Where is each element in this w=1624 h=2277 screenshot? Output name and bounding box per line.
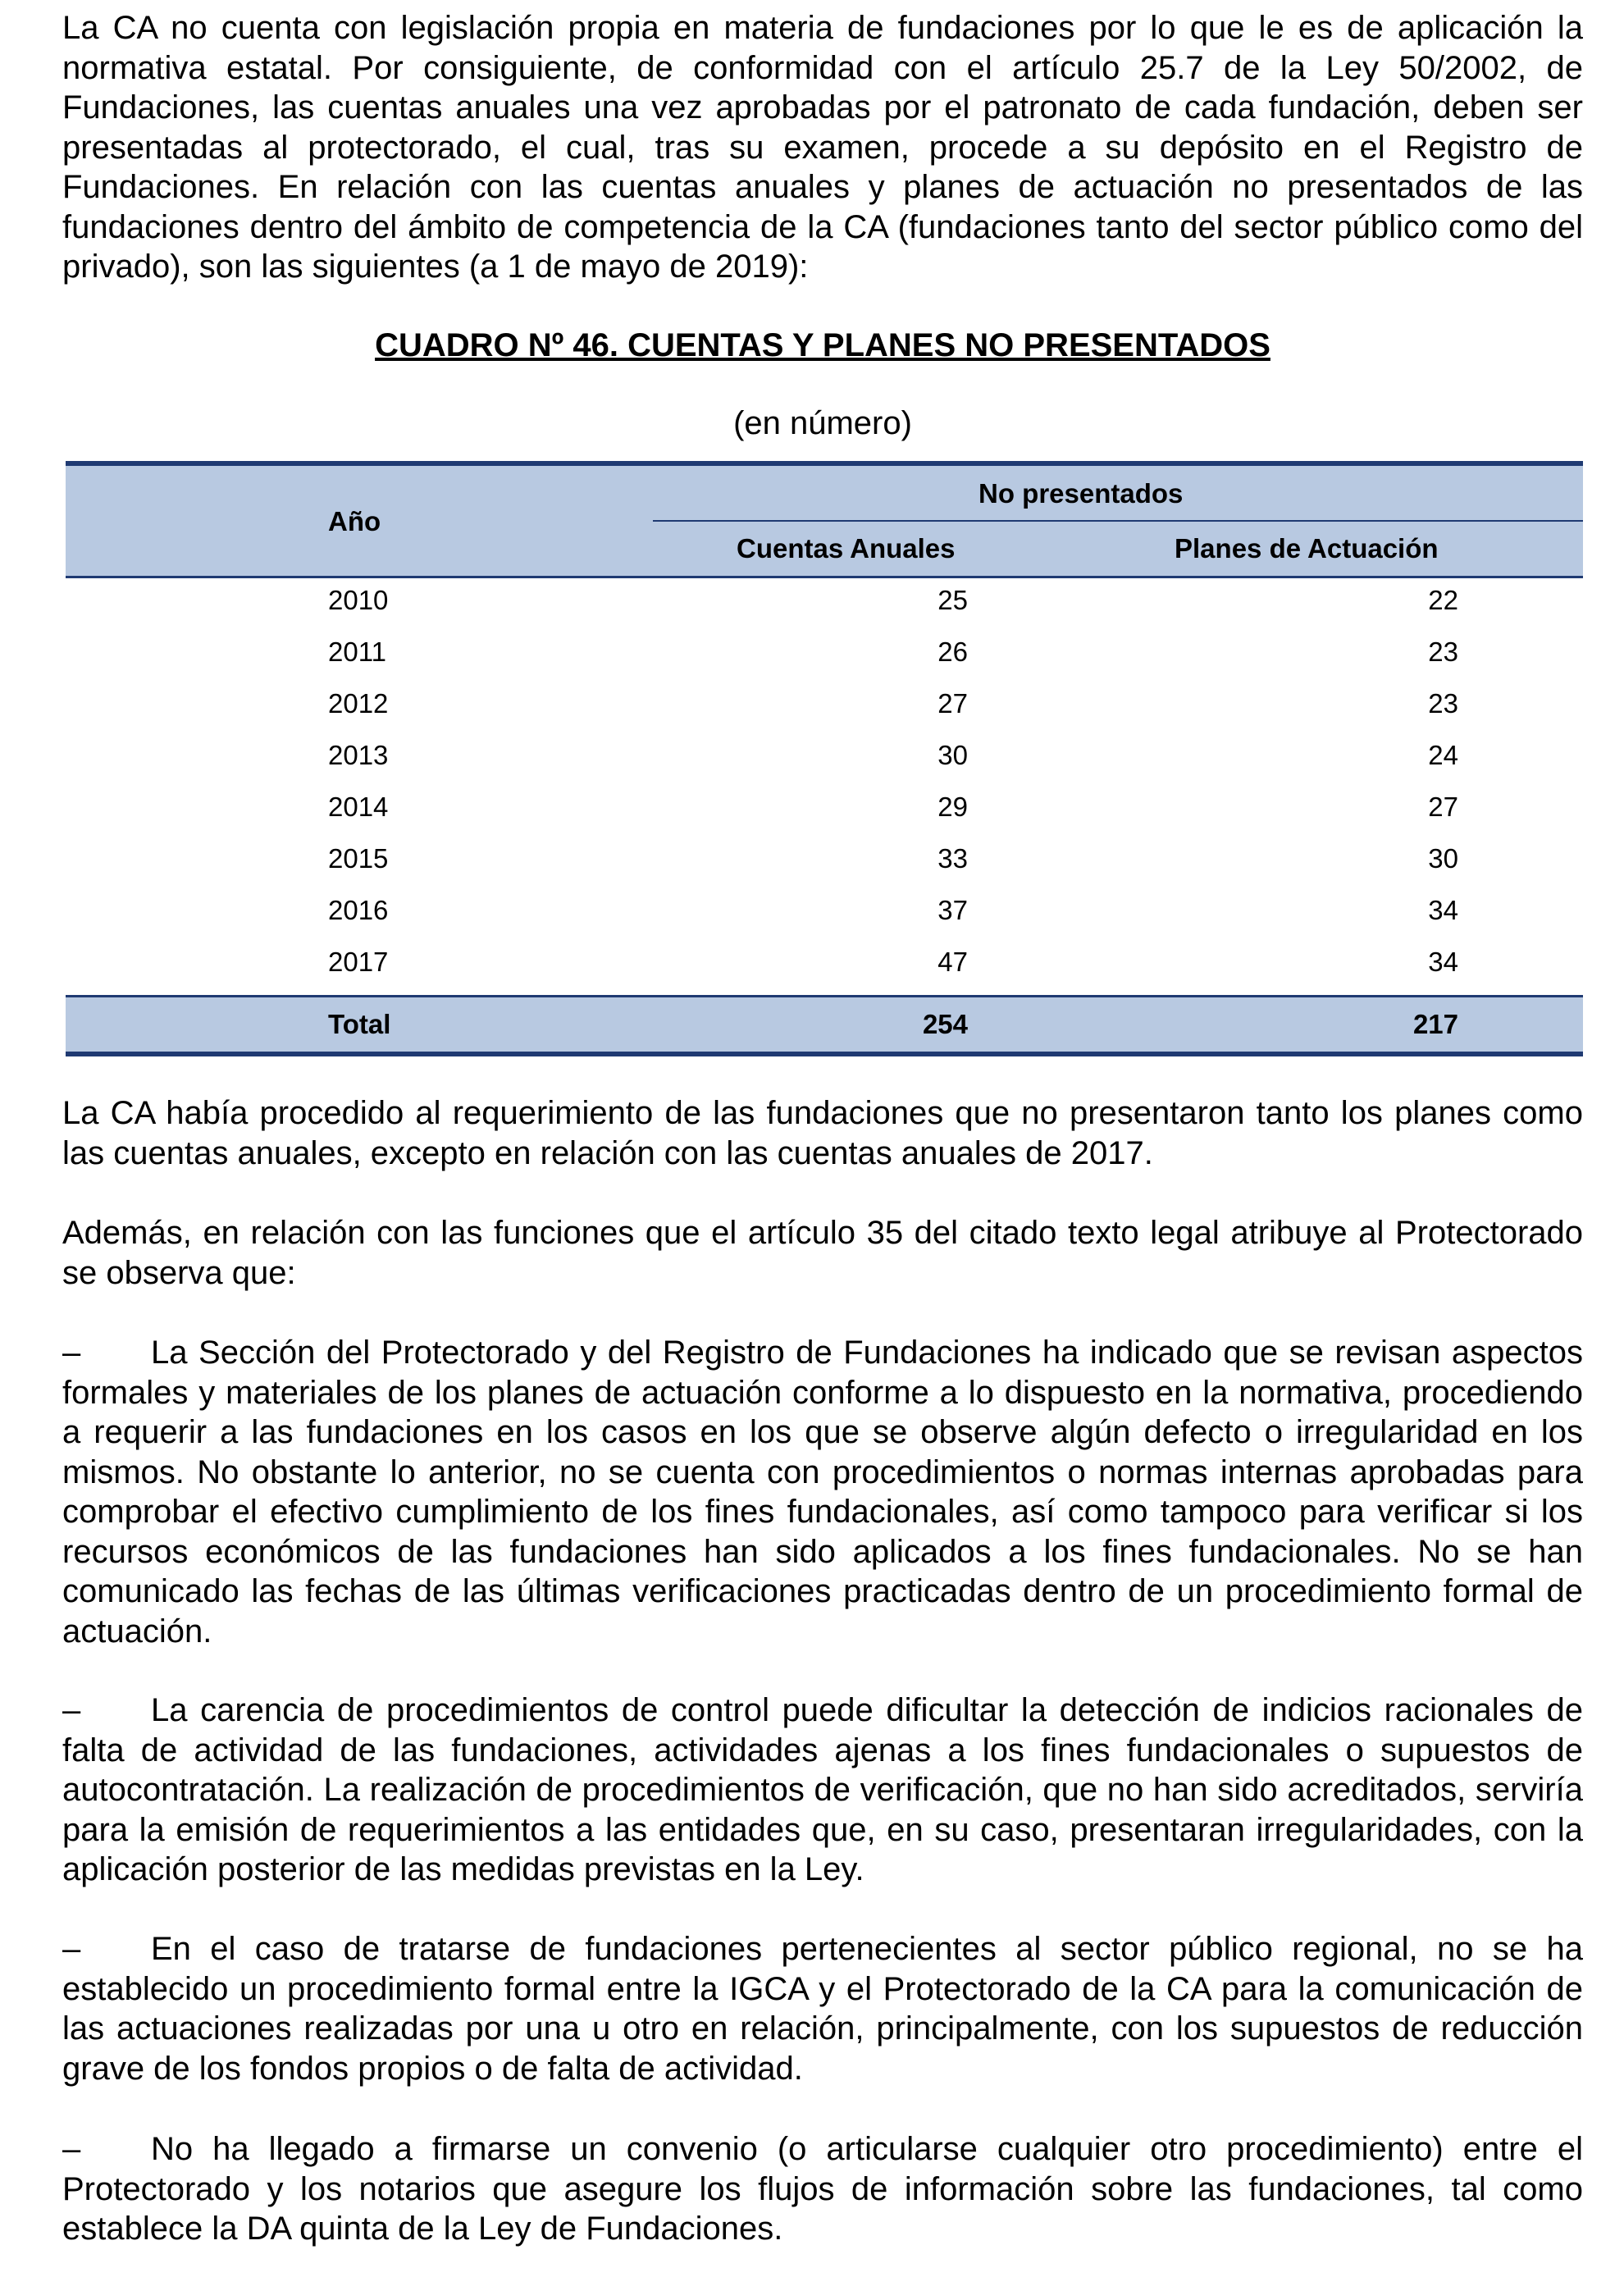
para-ademas: Además, en relación con las funciones que el artículo 35 del citado texto legal atribuye al Protectorado se observa que: <box>62 1215 1583 1291</box>
cell-planes: 24 <box>1428 740 1458 770</box>
cell-year: 2013 <box>328 740 389 770</box>
cell-planes: 23 <box>1428 637 1458 667</box>
list-item <box>62 1333 1583 1651</box>
cell-year: 2011 <box>328 637 386 667</box>
total-cuentas: 254 <box>922 1009 968 1039</box>
table-header-rule <box>66 576 1583 578</box>
cell-planes: 34 <box>1428 895 1458 925</box>
cell-cuentas: 29 <box>937 792 968 822</box>
cell-planes: 22 <box>1428 585 1458 615</box>
list-item <box>62 1691 1583 1890</box>
cell-year: 2017 <box>328 947 389 977</box>
table-row <box>66 842 1583 894</box>
bullet-text: La carencia de procedimientos de control puede dificultar la detección de indicios racionales de falta de actividad de las fundaciones, actividades ajenas a los fines fundacionales o supuestos de autocontratación. La realización de procedimientos de verificación, que no han sido acreditados, serviría para la emisión de requerimientos a las entidades que, en su caso, presentaran irregularidades, con la aplicación posterior de las medidas previstas en la Ley. <box>62 1692 1583 1887</box>
cell-cuentas: 27 <box>937 688 968 719</box>
bullet-dash: – <box>62 1692 81 1728</box>
cell-cuentas: 37 <box>937 895 968 925</box>
table-row <box>66 636 1583 687</box>
cell-cuentas: 33 <box>937 843 968 874</box>
cell-year: 2014 <box>328 792 389 822</box>
cell-planes: 30 <box>1428 843 1458 874</box>
cell-cuentas: 47 <box>937 947 968 977</box>
cell-year: 2016 <box>328 895 389 925</box>
bullet-text: La Sección del Protectorado y del Registro de Fundaciones ha indicado que se revisan aspectos formales y materiales de los planes de actuación conforme a lo dispuesto en la normativa, procediendo a requerir a las fundaciones en los casos en los que se observe algún defecto o irregularidad en los mismos. No obstante lo anterior, no se cuenta con procedimientos o normas internas aprobadas para comprobar el efectivo cumplimiento de los fines fundacionales, así como tampoco para verificar si los recursos económicos de las fundaciones han sido aplicados a los fines fundacionales. No se han comunicado las fechas de las últimas verificaciones practicadas dentro de un procedimiento formal de actuación. <box>62 1335 1583 1650</box>
total-top-rule <box>66 995 1583 997</box>
total-label: Total <box>328 1009 391 1039</box>
bullet-text: No ha llegado a firmarse un convenio (o articularse cualquier otro procedimiento) entre el Protectorado y los notarios que asegure los flujos de información sobre las fundaciones, tal como establece la DA quinta de la Ley de Fundaciones. <box>62 2131 1583 2247</box>
header-no-presentados: No presentados <box>979 478 1184 509</box>
table-unit: (en número) <box>733 405 912 441</box>
cell-planes: 34 <box>1428 947 1458 977</box>
list-item <box>62 1929 1583 2088</box>
total-bottom-rule <box>66 1052 1583 1056</box>
header-cuentas-anuales: Cuentas Anuales <box>737 533 956 564</box>
cell-cuentas: 30 <box>937 740 968 770</box>
table-row <box>66 687 1583 739</box>
header-planes-actuacion: Planes de Actuación <box>1175 533 1439 564</box>
cell-cuentas: 26 <box>937 637 968 667</box>
bullet-dash: – <box>62 2131 81 2167</box>
list-item <box>62 2129 1583 2249</box>
cell-year: 2015 <box>328 843 389 874</box>
table-row <box>66 739 1583 791</box>
bullet-dash: – <box>62 1335 81 1371</box>
para-requerimiento: La CA había procedido al requerimiento de las fundaciones que no presentaron tanto los planes como las cuentas anuales, excepto en relación con las cuentas anuales de 2017. <box>62 1095 1583 1171</box>
cell-year: 2012 <box>328 688 389 719</box>
table-total-row <box>66 995 1583 1054</box>
cell-planes: 27 <box>1428 792 1458 822</box>
bullet-text: En el caso de tratarse de fundaciones pertenecientes al sector público regional, no se ha establecido un procedimiento formal entre la IGCA y el Protectorado de la CA para la comunicación de las actuaciones realizadas por una u otro en relación, principalmente, con los supuestos de reducción grave de los fondos propios o de falta de actividad. <box>62 1931 1583 2087</box>
cell-year: 2010 <box>328 585 389 615</box>
table-header-separator <box>653 520 1583 522</box>
table-row <box>66 791 1583 842</box>
bullet-dash: – <box>62 1931 81 1967</box>
table-row <box>66 894 1583 946</box>
cell-cuentas: 25 <box>937 585 968 615</box>
header-year: Año <box>328 506 381 536</box>
table-title: CUADRO Nº 46. CUENTAS Y PLANES NO PRESENTADOS <box>375 327 1270 363</box>
total-planes: 217 <box>1412 1009 1458 1039</box>
table-row <box>66 946 1583 997</box>
cell-planes: 23 <box>1428 688 1458 719</box>
intro-paragraph: La CA no cuenta con legislación propia en materia de fundaciones por lo que le es de aplicación la normativa estatal. Por consiguiente, de conformidad con el artículo 25.7 de la Ley 50/2002, de Fundaciones, las cuentas anuales una vez aprobadas por el patronato de cada fundación, deben ser presentadas al protectorado, el cual, tras su examen, procede a su depósito en el Registro de Fundaciones. En relación con las cuentas anuales y planes de actuación no presentados de las fundaciones dentro del ámbito de competencia de la CA (fundaciones tanto del sector público como del privado), son las siguientes (a 1 de mayo de 2019): <box>62 10 1583 285</box>
table-row <box>66 584 1583 636</box>
